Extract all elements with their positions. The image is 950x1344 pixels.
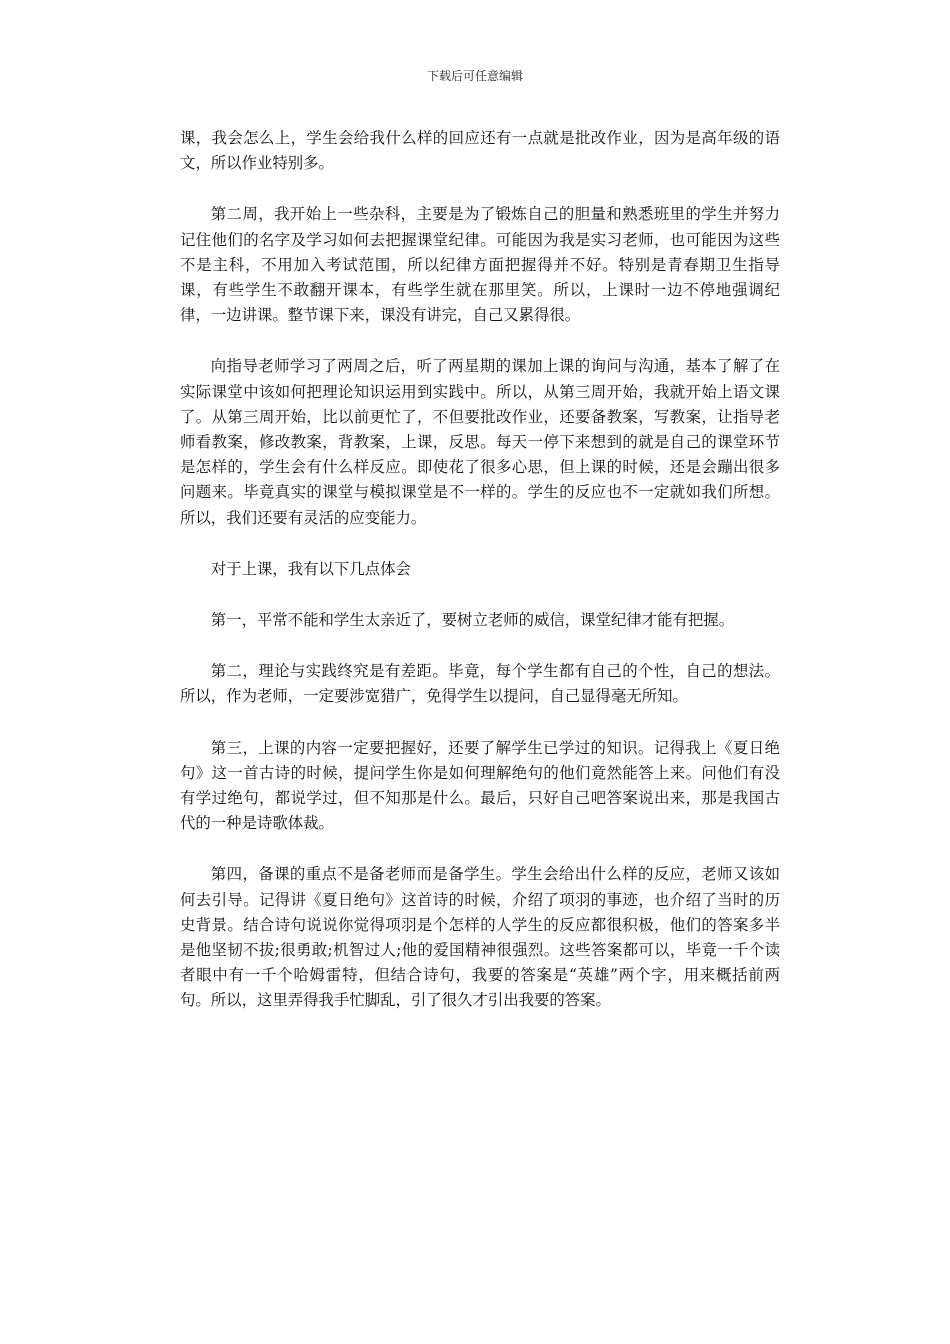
paragraph-point-four: 第四，备课的重点不是备老师而是备学生。学生会给出什么样的反应，老师又该如何去引导。记得讲《夏日绝句》这首诗的时候，介绍了项羽的事迹，也介绍了当时的历史背景。结合诗句说说你觉得项羽是个怎样的人学生的反应都很积极，他们的答案多半是他坚韧不拔;很勇敢;机智过人;他的爱国精神很强烈。这些答案都可以，毕竟一千个读者眼中有一千个哈姆雷特，但结合诗句，我要的答案是“英雄”两个字，用来概括前两句。所以，这里弄得我手忙脚乱，引了很久才引出我要的答案。 bbox=[180, 865, 780, 1010]
paragraph-point-one: 第一，平常不能和学生太亲近了，要树立老师的威信，课堂纪律才能有把握。 bbox=[210, 611, 735, 630]
paragraph-week-three: 向指导老师学习了两周之后，听了两星期的课加上课的询问与沟通，基本了解了在实际课堂中该如何把理论知识运用到实践中。所以，从第三周开始，我就开始上语文课了。从第三周开始，比以前更忙了，不但要批改作业，还要备教案，写教案，让指导老师看教案，修改教案，背教案，上课，反思。每天一停下来想到的就是自己的课堂环节是怎样的，学生会有什么样反应。即使花了很多心思，但上课的时候，还是会蹦出很多问题来。毕竟真实的课堂与模拟课堂是不一样的。学生的反应也不一定就如我们所想。所以，我们还要有灵活的应变能力。 bbox=[180, 357, 780, 527]
paragraph-point-two: 第二，理论与实践终究是有差距。毕竟，每个学生都有自己的个性，自己的想法。所以，作为老师，一定要涉宽猎广，免得学生以提问，自己显得毫无所知。 bbox=[180, 662, 780, 706]
paragraph-week-two: 第二周，我开始上一些杂科，主要是为了锻炼自己的胆量和熟悉班里的学生并努力记住他们的名字及学习如何去把握课堂纪律。可能因为我是实习老师，也可能因为这些不是主科，不用加入考试范围，所以纪律方面把握得并不好。特别是青春期卫生指导课，有些学生不敢翻开课本，有些学生就在那里笑。所以，上课时一边不停地强调纪律，一边讲课。整节课下来，课没有讲完，自己又累得很。 bbox=[180, 205, 780, 325]
document-body bbox=[180, 126, 780, 1040]
paragraph-point-three: 第三，上课的内容一定要把握好，还要了解学生已学过的知识。记得我上《夏日绝句》这一首古诗的时候，提问学生你是如何理解绝句的他们竟然能答上来。问他们有没有学过绝句，都说学过，但不知那是什么。最后，只好自己吧答案说出来，那是我国古代的一种是诗歌体裁。 bbox=[180, 738, 780, 833]
paragraph-continuation: 课，我会怎么上，学生会给我什么样的回应还有一点就是批改作业，因为是高年级的语文，所以作业特别多。 bbox=[180, 129, 780, 173]
page-header: 下载后可任意编辑 bbox=[426, 69, 523, 83]
paragraph-reflections-intro: 对于上课，我有以下几点体会 bbox=[210, 559, 411, 578]
